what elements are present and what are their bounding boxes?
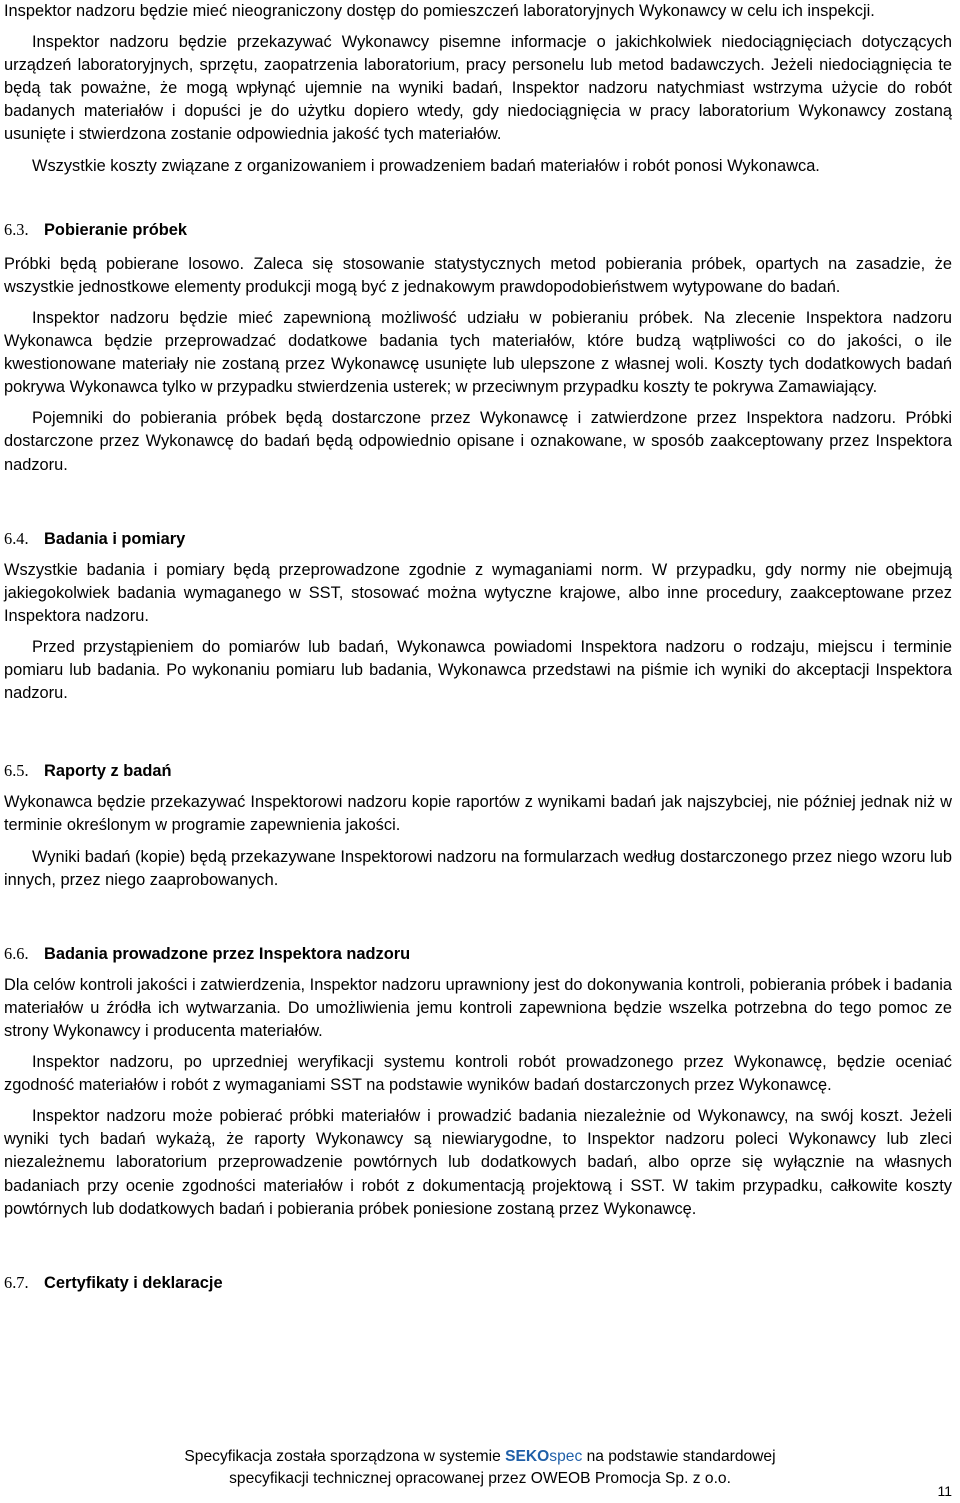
section-heading-6-5 [4, 759, 952, 783]
paragraph-tests-norms: Wszystkie badania i pomiary będą przeprowadzone zgodnie z wymaganiami norm. W przypadku, gdy normy nie obejmują jakiegokolwiek badania wymaganego w SST, stosować można wytyczne krajowe, albo inne procedury, zaakceptowane przez Inspektora nadzoru. [4, 560, 952, 625]
footer-line-1 [0, 1446, 960, 1468]
section-number: 6.4. [4, 528, 29, 548]
paragraph-lab-deficiencies: Inspektor nadzoru będzie przekazywać Wykonawcy pisemne informacje o jakichkolwiek niedociągnięciach dotyczących urządzeń laboratoryjnych, sprzętu, zaopatrzenia laboratorium, pracy personelu lub metod badawczych. Jeżeli niedociągnięcia te będą tak poważne, że mogą wpłynąć ujemnie na wyniki badań, Inspektor nadzoru natychmiast wstrzyma użycie do robót badanych materiałów i dopuści je do użytku dopiero wtedy, gdy niedociągnięcia w pracy laboratorium Wykonawcy zostaną usunięte i stwierdzona zostanie odpowiednia jakość tych materiałów. [4, 33, 952, 144]
brand-logo-spec: spec [549, 1448, 583, 1465]
section-number: 6.3. [4, 219, 29, 239]
paragraph-inspector-control: Dla celów kontroli jakości i zatwierdzenia, Inspektor nadzoru uprawniony jest do dokonywania kontroli, pobierania próbek i badania materiałów u źródła ich wytwarzania. Do umożliwienia jemu kontroli zapewniona będzie wszelka potrzebna do tego pomoc ze strony Wykonawcy i producenta materiałów. [4, 975, 952, 1040]
section-heading-6-6 [4, 942, 952, 966]
section-heading-6-4 [4, 527, 952, 551]
footer-text-after-brand: na podstawie standardowej [582, 1448, 776, 1465]
paragraph-inspector-evaluation: Inspektor nadzoru, po uprzedniej weryfikacji systemu kontroli robót prowadzonego przez Wykonawcę, będzie oceniać zgodność materiałów i robót z wymaganiami SST na podstawie wyników badań dostarczonych przez Wykonawcę. [4, 1053, 952, 1095]
paragraph-lab-access: Inspektor nadzoru będzie mieć nieograniczony dostęp do pomieszczeń laboratoryjnych Wykonawcy w celu ich inspekcji. [4, 2, 875, 20]
paragraph-reports-forms: Wyniki badań (kopie) będą przekazywane Inspektorowi nadzoru na formularzach według dostarczonego przez niego wzoru lub innych, przez niego zaaprobowanych. [4, 847, 952, 889]
section-title: Badania i pomiary [44, 529, 186, 548]
brand-logo-seko: SEKO [505, 1448, 550, 1465]
paragraph-inspector-independent-tests: Inspektor nadzoru może pobierać próbki materiałów i prowadzić badania niezależnie od Wykonawcy, na swój koszt. Jeżeli wyniki tych badań wykażą, że raporty Wykonawcy są niewiarygodne, to Inspektor nadzoru poleci Wykonawcy lub zleci niezależnemu laboratorium przeprowadzenie powtórnych lub dodatkowych badań, albo oprze się wyłącznie na własnych badaniach przy ocenie zgodności materiałów i robót z dokumentacją projektową i SST. W takim przypadku, całkowite koszty powtórnych lub dodatkowych badań i pobierania próbek poniesione zostaną przez Wykonawcę. [4, 1107, 952, 1218]
page-footer [0, 1446, 960, 1490]
section-title: Pobieranie próbek [44, 220, 188, 239]
document-page [4, 0, 952, 1295]
section-number: 6.6. [4, 943, 29, 963]
page-number: 11 [937, 1483, 952, 1499]
section-number: 6.7. [4, 1272, 29, 1292]
section-heading-6-3 [4, 218, 952, 242]
section-title: Badania prowadzone przez Inspektora nadzoru [44, 944, 411, 963]
paragraph-sampling-random: Próbki będą pobierane losowo. Zaleca się stosowanie statystycznych metod pobierania próbek, opartych na zasadzie, że wszystkie jednostkowe elementy produkcji mogą być z jednakowym prawdopodobieństwem wytypowane do badań. [4, 254, 952, 296]
footer-text-before-brand: Specyfikacja została sporządzona w systemie [184, 1448, 506, 1465]
section-title: Raporty z badań [44, 762, 172, 781]
paragraph-testing-costs: Wszystkie koszty związane z organizowaniem i prowadzeniem badań materiałów i robót ponosi Wykonawca. [32, 156, 820, 175]
section-title: Certyfikaty i deklaracje [44, 1273, 223, 1292]
section-number: 6.5. [4, 761, 29, 781]
footer-line-2: specyfikacji technicznej opracowanej przez OWEOB Promocja Sp. z o.o. [229, 1470, 731, 1487]
section-heading-6-7 [4, 1271, 952, 1295]
paragraph-reports-copies: Wykonawca będzie przekazywać Inspektorowi nadzoru kopie raportów z wynikami badań jak najszybciej, nie później jednak niż w terminie określonym w programie zapewnienia jakości. [4, 793, 952, 835]
paragraph-tests-notification: Przed przystąpieniem do pomiarów lub badań, Wykonawca powiadomi Inspektora nadzoru o rodzaju, miejscu i terminie pomiaru lub badania. Po wykonaniu pomiaru lub badania, Wykonawca przedstawi na piśmie ich wyniki do akceptacji Inspektora nadzoru. [4, 637, 952, 703]
paragraph-sampling-containers: Pojemniki do pobierania próbek będą dostarczone przez Wykonawcę i zatwierdzone przez Inspektora nadzoru. Próbki dostarczone przez Wykonawcę do badań będą odpowiednio opisane i oznakowane, w sposób zaakceptowany przez Inspektora nadzoru. [4, 409, 952, 474]
paragraph-sampling-participation: Inspektor nadzoru będzie mieć zapewnioną możliwość udziału w pobieraniu próbek. Na zlecenie Inspektora nadzoru Wykonawca będzie przeprowadzać dodatkowe badania tych materiałów, które budzą wątpliwości co do jakości, o ile kwestionowane materiały nie zostaną przez Wykonawcę usunięte lub ulepszone z własnej woli. Koszty tych dodatkowych badań pokrywa Wykonawca tylko w przypadku stwierdzenia usterek; w przeciwnym przypadku koszty te pokrywa Zamawiający. [4, 308, 952, 397]
